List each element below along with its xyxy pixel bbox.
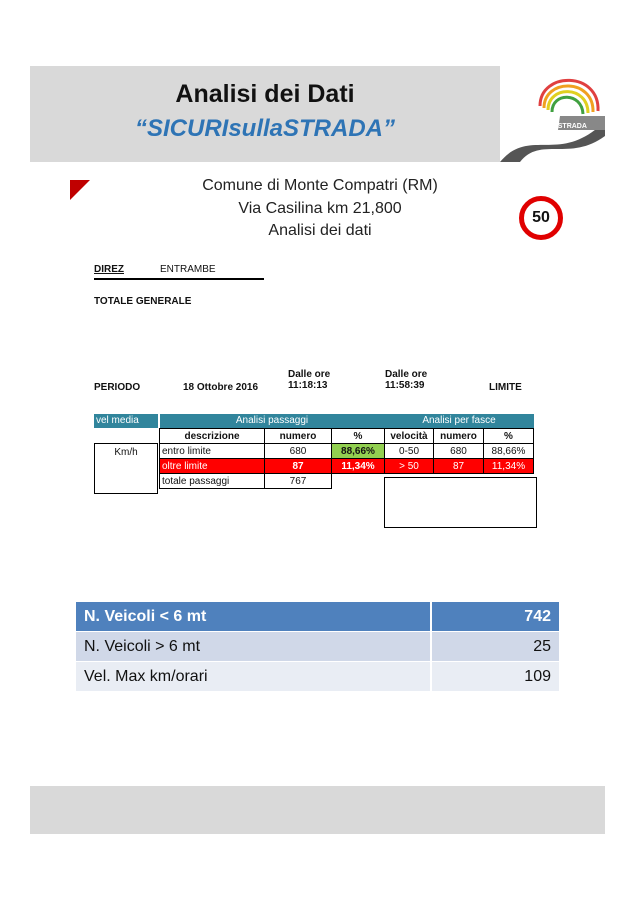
summary-row (76, 632, 559, 661)
corner-mark (70, 180, 90, 200)
dalle-label-1: Dalle ore (288, 369, 331, 380)
col-numero: numero (265, 429, 332, 444)
col-perc: % (332, 429, 385, 444)
analisi-passaggi-table (159, 414, 385, 489)
summary-value: 109 (432, 662, 559, 691)
vel-media-unit: Km/h (114, 447, 138, 458)
vel-media-header: vel media (94, 414, 158, 428)
row-descrizione: oltre limite (160, 459, 265, 474)
location-comune: Comune di Monte Compatri (RM) (202, 177, 438, 194)
row-perc (332, 474, 385, 489)
table-row (385, 459, 534, 474)
row-descrizione: entro limite (160, 444, 265, 459)
summary-label: N. Veicoli > 6 mt (76, 632, 430, 661)
row-perc: 88,66% (332, 444, 385, 459)
page-title: Analisi dei Dati (175, 80, 355, 108)
summary-row (76, 662, 559, 691)
col-descrizione: descrizione (160, 429, 265, 444)
page-subtitle: “SICURIsullaSTRADA” (134, 115, 396, 142)
footer-band (30, 786, 605, 834)
summary-label: N. Veicoli < 6 mt (76, 602, 430, 631)
col-perc: % (484, 429, 534, 444)
table-row (385, 444, 534, 459)
logo (500, 66, 605, 162)
periodo-date: 18 Ottobre 2016 (183, 382, 259, 393)
col-numero: numero (434, 429, 484, 444)
vel-media-box (94, 443, 158, 494)
summary-value: 25 (432, 632, 559, 661)
col-velocita: velocità (385, 429, 434, 444)
speed-limit-sign-icon (519, 196, 563, 240)
row-numero: 87 (434, 459, 484, 474)
table-row (160, 459, 385, 474)
row-numero: 767 (265, 474, 332, 489)
analisi-fasce-title: Analisi per fasce (385, 414, 534, 429)
summary-label: Vel. Max km/orari (76, 662, 430, 691)
logo-text: SICURIsullaSTRADA (518, 123, 587, 130)
location-analysis: Analisi dei dati (268, 222, 372, 239)
table-row (160, 444, 385, 459)
limite-label: LIMITE (489, 382, 522, 393)
dalle-label-2: Dalle ore (385, 369, 428, 380)
fasce-empty-box (384, 477, 537, 528)
summary-row (76, 602, 559, 631)
row-perc: 88,66% (484, 444, 534, 459)
analisi-fasce-table (384, 414, 534, 474)
totale-generale: TOTALE GENERALE (94, 296, 192, 307)
row-perc: 11,34% (484, 459, 534, 474)
row-numero: 680 (434, 444, 484, 459)
dalle-ore-2 (385, 369, 445, 391)
direz-value: ENTRAMBE (160, 264, 216, 275)
row-velocita: 0-50 (385, 444, 434, 459)
row-descrizione: totale passaggi (160, 474, 265, 489)
location-road: Via Casilina km 21,800 (238, 200, 402, 217)
table-row (160, 474, 385, 489)
summary-value: 742 (432, 602, 559, 631)
row-numero: 87 (265, 459, 332, 474)
direz-underline (94, 278, 264, 280)
road-logo-icon (500, 66, 605, 162)
dalle-ore-1 (288, 369, 348, 391)
row-numero: 680 (265, 444, 332, 459)
speed-limit-value: 50 (532, 209, 550, 226)
table-header-row (385, 429, 534, 444)
analisi-passaggi-title: Analisi passaggi (160, 414, 385, 429)
periodo-label: PERIODO (94, 382, 141, 393)
direz-label: DIREZ (94, 264, 124, 275)
dalle-time-1: 11:18:13 (288, 380, 328, 391)
table-header-row (160, 429, 385, 444)
row-perc: 11,34% (332, 459, 385, 474)
dalle-time-2: 11:58:39 (385, 380, 425, 391)
row-velocita: > 50 (385, 459, 434, 474)
summary-table (76, 602, 559, 692)
